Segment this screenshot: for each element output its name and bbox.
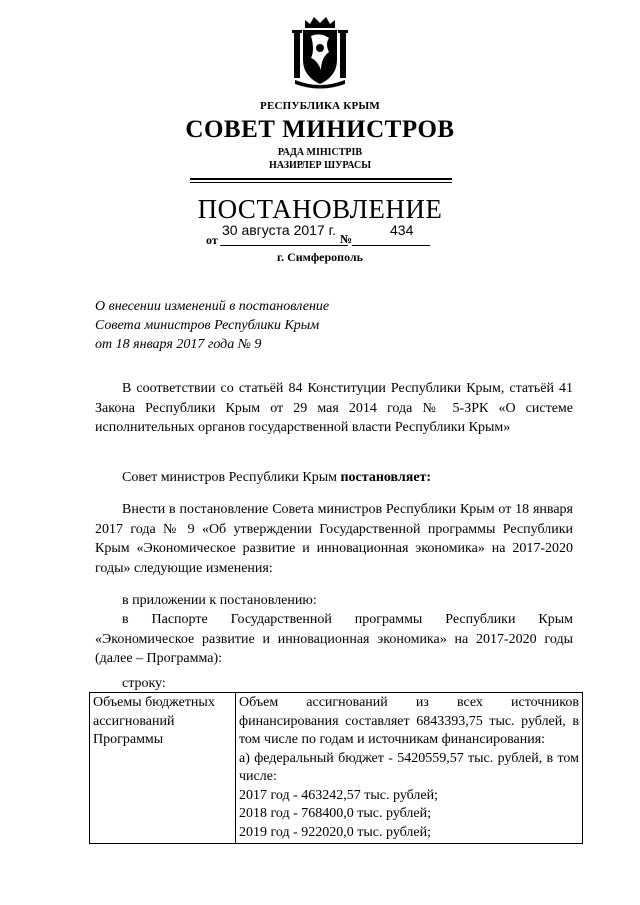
date-underline xyxy=(220,245,348,246)
title-line: Совета министров Республики Крым xyxy=(95,318,320,333)
city-name: г. Симферополь xyxy=(277,250,363,264)
coat-of-arms-emblem xyxy=(291,14,349,90)
decree-date: 30 августа 2017 г. xyxy=(222,222,336,238)
paragraph-legal-basis: В соответствии со статьёй 84 Конституции Республики Крым, статьёй 41 Закона Республики Крым от 29 мая 2014 года № 5-ЗРК «О системе исполнительных органов государственной власти Республики Крым» xyxy=(95,381,573,435)
paragraph-resolves xyxy=(95,468,573,488)
resolves-text: Совет министров Республики Крым xyxy=(122,470,341,485)
header-divider-thin xyxy=(190,182,452,183)
budget-table xyxy=(89,692,583,844)
funding-line: 2019 год - 922020,0 тыс. рублей; xyxy=(239,824,432,840)
title-line: от 18 января 2017 года № 9 xyxy=(95,337,262,352)
resolves-keyword: постановляет: xyxy=(340,470,432,485)
date-prefix: от xyxy=(206,233,218,247)
decree-number: 434 xyxy=(390,222,414,238)
paragraph-row-label: строку: xyxy=(122,676,166,691)
council-name: СОВЕТ МИНИСТРОВ xyxy=(185,116,455,143)
header-divider xyxy=(190,178,452,180)
decree-title xyxy=(95,297,395,354)
table-cell-label: Объемы бюджетных ассигнований Программы xyxy=(90,693,236,844)
date-number-line xyxy=(0,222,640,252)
title-line: О внесении изменений в постановление xyxy=(95,299,330,314)
funding-line: Объем ассигнований из всех источников финансирования составляет 6843393,75 тыс. рублей, в том числе по годам и источникам финансирования: xyxy=(239,695,579,747)
number-underline xyxy=(352,245,430,246)
number-prefix: № xyxy=(340,232,353,246)
republic-name: РЕСПУБЛИКА КРЫМ xyxy=(260,100,380,112)
table-row xyxy=(90,693,583,844)
funding-line: 2017 год - 463242,57 тыс. рублей; xyxy=(239,787,439,803)
funding-line: 2018 год - 768400,0 тыс. рублей; xyxy=(239,806,432,821)
paragraph-appendix: в приложении к постановлению: xyxy=(122,593,317,608)
funding-line: а) федеральный бюджет - 5420559,57 тыс. рублей, в том числе: xyxy=(239,750,579,784)
council-name-ukrainian: РАДА МІНІСТРІВ xyxy=(277,147,363,158)
paragraph-passport: в Паспорте Государственной программы Республики Крым «Экономическое развитие и инновационная экономика» на 2017-2020 годы (далее – Программа): xyxy=(95,612,573,666)
paragraph-amendment: Внести в постановление Совета министров Республики Крым от 18 января 2017 года № 9 «Об утверждении Государственной программы Республики Крым «Экономическое развитие и инновационная экономика» на 2017-2020 годы» следующие изменения: xyxy=(95,502,573,576)
council-name-crimean-tatar: НАЗИРЛЕР ШУРАСЫ xyxy=(268,160,372,171)
table-cell-value xyxy=(236,693,583,844)
document-type-heading: ПОСТАНОВЛЕНИЕ xyxy=(197,194,443,224)
